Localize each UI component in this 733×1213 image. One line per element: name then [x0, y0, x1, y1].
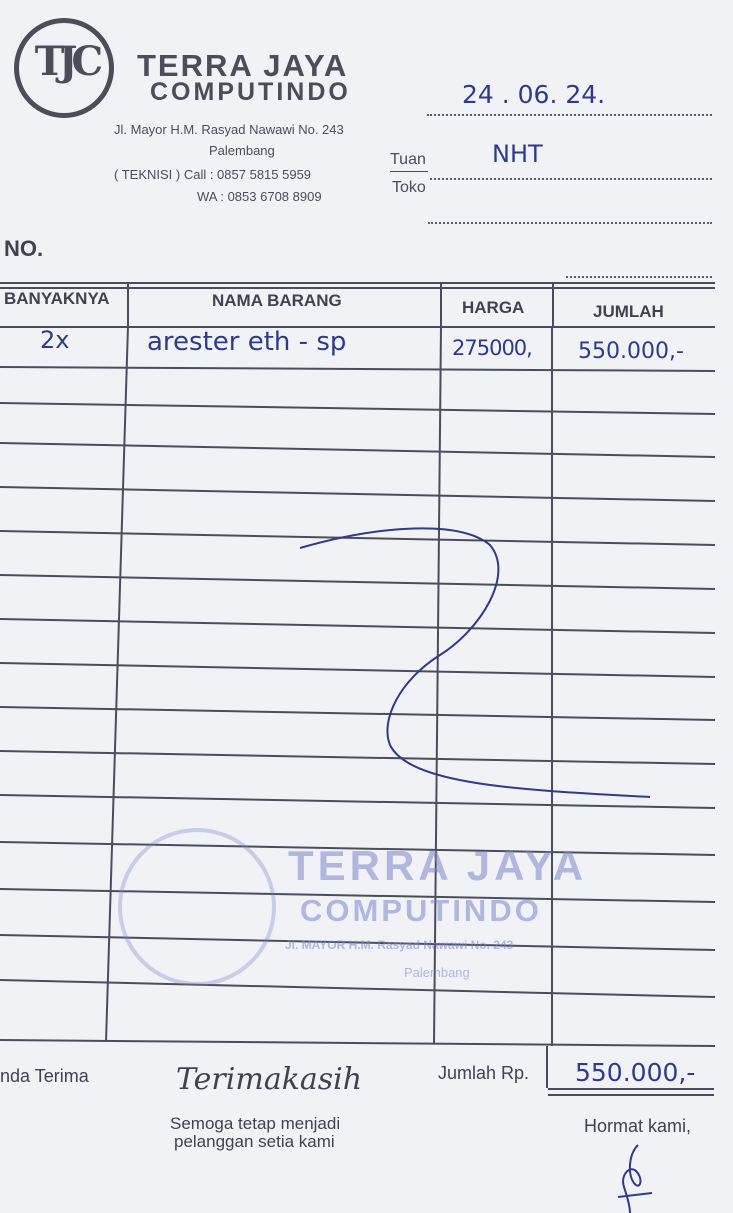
stamp-city: Palembang [404, 965, 470, 980]
row-item-name: arester eth - sp [147, 327, 347, 357]
column-header-total: JUMLAH [593, 302, 664, 321]
message-line-1: Semoga tetap menjadi [170, 1114, 341, 1133]
stamp-ring [118, 828, 276, 986]
thanks-text: Terimakasih [176, 1062, 363, 1097]
address-line-2: Palembang [209, 143, 275, 158]
phone-call: ( TEKNISI ) Call : 0857 5815 5959 [114, 167, 312, 182]
stamp-name: TERRA JAYA [288, 842, 588, 889]
column-header-qty: BANYAKNYA [4, 289, 110, 308]
total-value: 550.000,- [575, 1058, 696, 1087]
signature [600, 1135, 680, 1213]
tuan-label: Tuan [390, 151, 426, 168]
address-line-1: Jl. Mayor H.M. Rasyad Nawawi No. 243 [114, 122, 344, 137]
column-header-price: HARGA [462, 298, 525, 317]
toko-label: Toko [392, 179, 426, 196]
no-label: NO. [4, 236, 44, 261]
stamp-address: Jl. MAYOR H.M. Rasyad Nawawi No. 243 [285, 938, 514, 952]
total-underline [548, 1088, 714, 1090]
receiver-label: nda Terima [0, 1066, 89, 1086]
total-label: Jumlah Rp. [438, 1063, 530, 1083]
total-box-left [546, 1046, 548, 1088]
column-header-item: NAMA BARANG [212, 291, 342, 310]
row-price: 275000, [452, 336, 532, 360]
company-name: TERRA JAYA [137, 48, 349, 83]
tuan-value: NHT [492, 140, 543, 168]
date-value: 24 . 06. 24. [462, 80, 606, 109]
logo-mark: TJC [34, 38, 98, 85]
row-qty: 2x [40, 326, 70, 354]
row-total: 550.000,- [578, 339, 684, 364]
stamp-subname: COMPUTINDO [300, 893, 542, 928]
message-line-2: pelanggan setia kami [174, 1132, 335, 1151]
phone-wa: WA : 0853 6708 8909 [197, 189, 322, 204]
total-underline-2 [548, 1094, 714, 1096]
regards-text: Hormat kami, [584, 1116, 692, 1136]
company-subname: COMPUTINDO [150, 78, 351, 106]
